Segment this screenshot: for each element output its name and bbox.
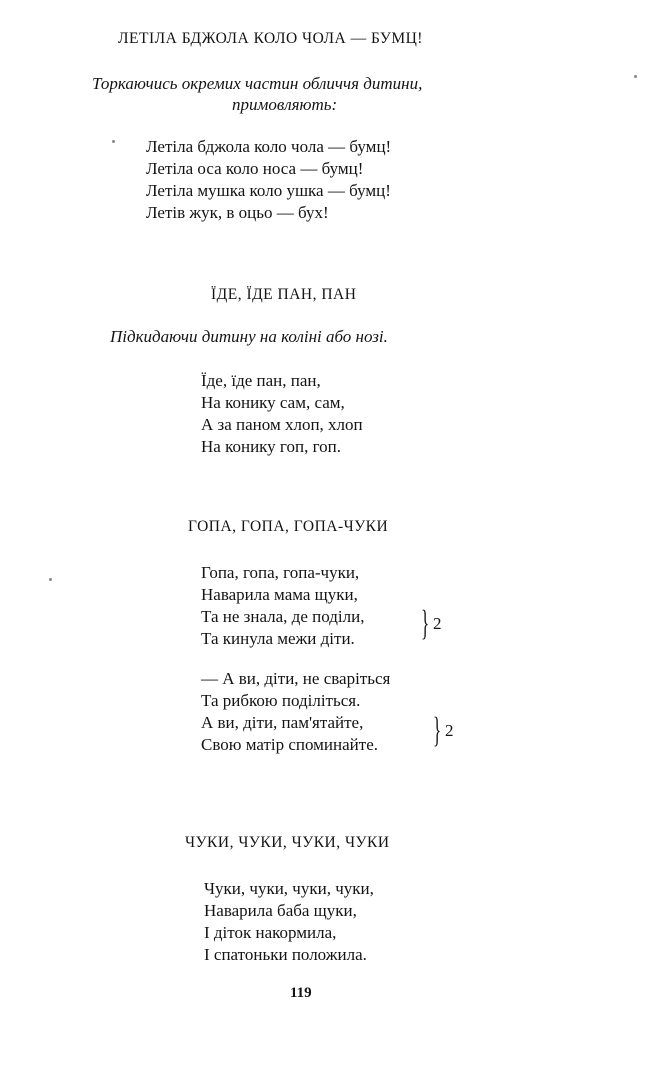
song-3-title: ГОПА, ГОПА, ГОПА-ЧУКИ <box>188 518 389 535</box>
song-2-verse <box>201 370 363 458</box>
scan-speck <box>112 140 115 143</box>
repeat-count: 2 <box>433 614 442 633</box>
page-number: 119 <box>290 985 312 1001</box>
brace-icon: } <box>421 603 430 643</box>
song-1-verse <box>146 136 391 224</box>
song-1-subtitle-line-2: примовляють: <box>232 95 338 114</box>
song-1-subtitle-line-1: Торкаючись окремих частин обличчя дитини, <box>92 74 423 93</box>
repeat-brace-2 <box>433 710 454 750</box>
verse-line: Їде, їде пан, пан, <box>201 371 321 390</box>
scan-speck <box>49 578 52 581</box>
repeat-brace-1 <box>421 603 442 643</box>
verse-line: А ви, діти, пам'ятайте, <box>201 713 364 732</box>
song-2-subtitle: Підкидаючи дитину на коліні або нозі. <box>110 327 388 346</box>
song-3-stanza-1 <box>201 562 364 650</box>
verse-line: На конику сам, сам, <box>201 393 345 412</box>
verse-line: І діток накормила, <box>204 923 337 942</box>
verse-line: Та не знала, де поділи, <box>201 607 365 626</box>
verse-line: Та рибкою поділіться. <box>201 691 361 710</box>
verse-line: Наварила мама щуки, <box>201 585 358 604</box>
scan-speck <box>634 75 637 78</box>
verse-line: Наварила баба щуки, <box>204 901 357 920</box>
verse-line: Летіла бджола коло чола — бумц! <box>146 137 392 156</box>
verse-line: І спатоньки положила. <box>204 945 367 964</box>
verse-line: Та кинула межи діти. <box>201 629 355 648</box>
song-4-title: ЧУКИ, ЧУКИ, ЧУКИ, ЧУКИ <box>185 834 390 851</box>
verse-line: Гопа, гопа, гопа-чуки, <box>201 563 360 582</box>
verse-line: А за паном хлоп, хлоп <box>201 415 363 434</box>
verse-line: Летіла оса коло носа — бумц! <box>146 159 364 178</box>
song-3-stanza-2 <box>201 668 390 756</box>
verse-line: Летів жук, в оцьо — бух! <box>146 203 329 222</box>
verse-line: Чуки, чуки, чуки, чуки, <box>204 879 374 898</box>
brace-icon: } <box>433 710 442 750</box>
verse-line: — А ви, діти, не сваріться <box>201 669 391 688</box>
verse-line: Летіла мушка коло ушка — бумц! <box>146 181 391 200</box>
verse-line: На конику гоп, гоп. <box>201 437 341 456</box>
song-2-title: ЇДЕ, ЇДЕ ПАН, ПАН <box>211 286 357 303</box>
song-4-verse <box>204 878 374 966</box>
repeat-count: 2 <box>445 721 454 740</box>
verse-line: Свою матір споминайте. <box>201 735 378 754</box>
song-1-title: ЛЕТІЛА БДЖОЛА КОЛО ЧОЛА — БУМЦ! <box>118 30 423 47</box>
